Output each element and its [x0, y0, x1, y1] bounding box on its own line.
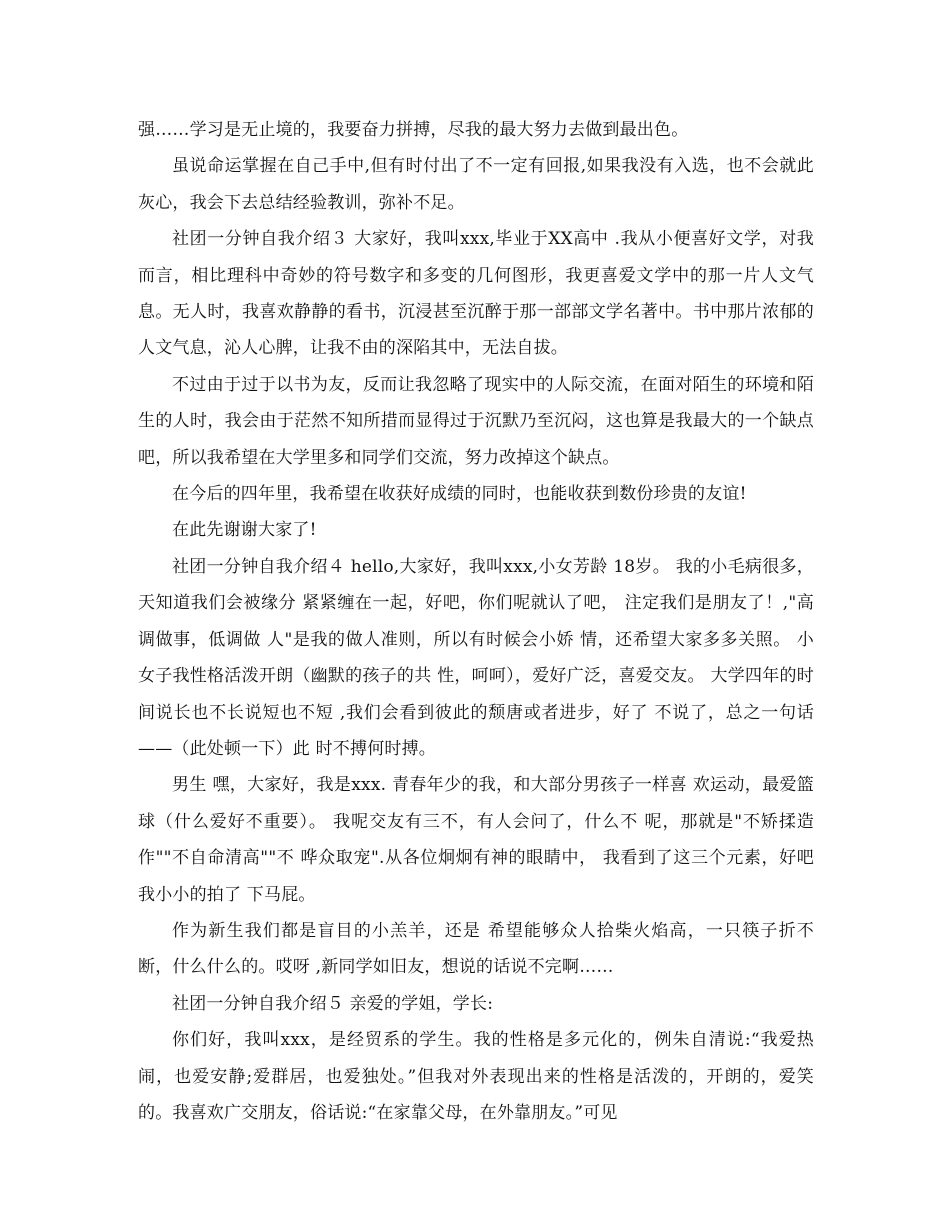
paragraph-1: 强……学习是无止境的，我要奋力拼搏，尽我的最大努力去做到最出色。 — [138, 120, 689, 140]
paragraph-2: 虽说命运掌握在自己手中,但有时付出了不一定有回报,如果我没有入选，也不会就此灰心，我会下去总结经验教训，弥补不足。 — [138, 156, 814, 213]
paragraph-11: 你们好，我叫xxx，是经贸系的学生。我的性格是多元化的，例朱自清说:“我爱热闹，也爱安静;爱群居，也爱独处。”但我对外表现出来的性格是活泼的，开朗的，爱笑的。我喜欢广交朋友，俗话说:“在家靠父母，在外靠朋友。”可见 — [138, 1030, 814, 1123]
paragraph-5: 在今后的四年里，我希望在收获好成绩的同时，也能收获到数份珍贵的友谊! — [172, 484, 747, 505]
document-body — [138, 112, 814, 1131]
paragraph-10: 社团一分钟自我介绍５ 亲爱的学姐，学长: — [172, 993, 494, 1014]
paragraph-4: 不过由于过于以书为友，反而让我忽略了现实中的人际交流，在面对陌生的环境和陌生的人时，我会由于茫然不知所措而显得过于沉默乃至沉闷，这也算是我最大的一个缺点吧，所以我希望在大学里多和同学们交流，努力改掉这个缺点。 — [138, 374, 814, 468]
paragraph-6: 在此先谢谢大家了! — [172, 520, 317, 541]
paragraph-9: 作为新生我们都是盲目的小羔羊，还是 希望能够众人拾柴火焰高，一只筷子折不 断，什么什么的。哎呀 ,新同学如旧友，想说的话说不完啊…… — [138, 920, 814, 978]
paragraph-7: 社团一分钟自我介绍４ hello,大家好，我叫xxx,小女芳龄 18岁。 我的小毛病很多，天知道我们会被缘分 紧紧缠在一起，好吧，你们呢就认了吧， 注定我们是朋友了！,"高调做事，低调做 人"是我的做人准则，所以有时候会小娇 情，还希望大家多多关照。 小女子我性格活泼开朗（幽默的孩子的共 性，呵呵），爱好广泛，喜爱交友。 大学四年的时间说长也不长说短也不短 ,我们会看到彼此的颓唐或者进步，好了 不说了，总之一句话——（此处顿一下）此 时不搏何时搏。 — [138, 556, 814, 759]
paragraph-3: 社团一分钟自我介绍３ 大家好，我叫xxx,毕业于XX高中 .我从小便喜好文学，对我而言，相比理科中奇妙的符号数字和多变的几何图形，我更喜爱文学中的那一片人文气息。无人时，我喜欢静静的看书，沉浸甚至沉醉于那一部部文学名著中。书中那片浓郁的人文气息，沁人心脾，让我不由的深陷其中，无法自拔。 — [138, 229, 814, 359]
paragraph-8: 男生 嘿，大家好，我是xxx. 青春年少的我，和大部分男孩子一样喜 欢运动，最爱篮球（什么爱好不重要）。 我呢交友有三不，有人会问了，什么不 呢，那就是"不矫揉造作""不自命清高""不 哗众取宠".从各位炯炯有神的眼睛中， 我看到了这三个元素，好吧我小小的拍了 下马屁。 — [138, 775, 814, 905]
